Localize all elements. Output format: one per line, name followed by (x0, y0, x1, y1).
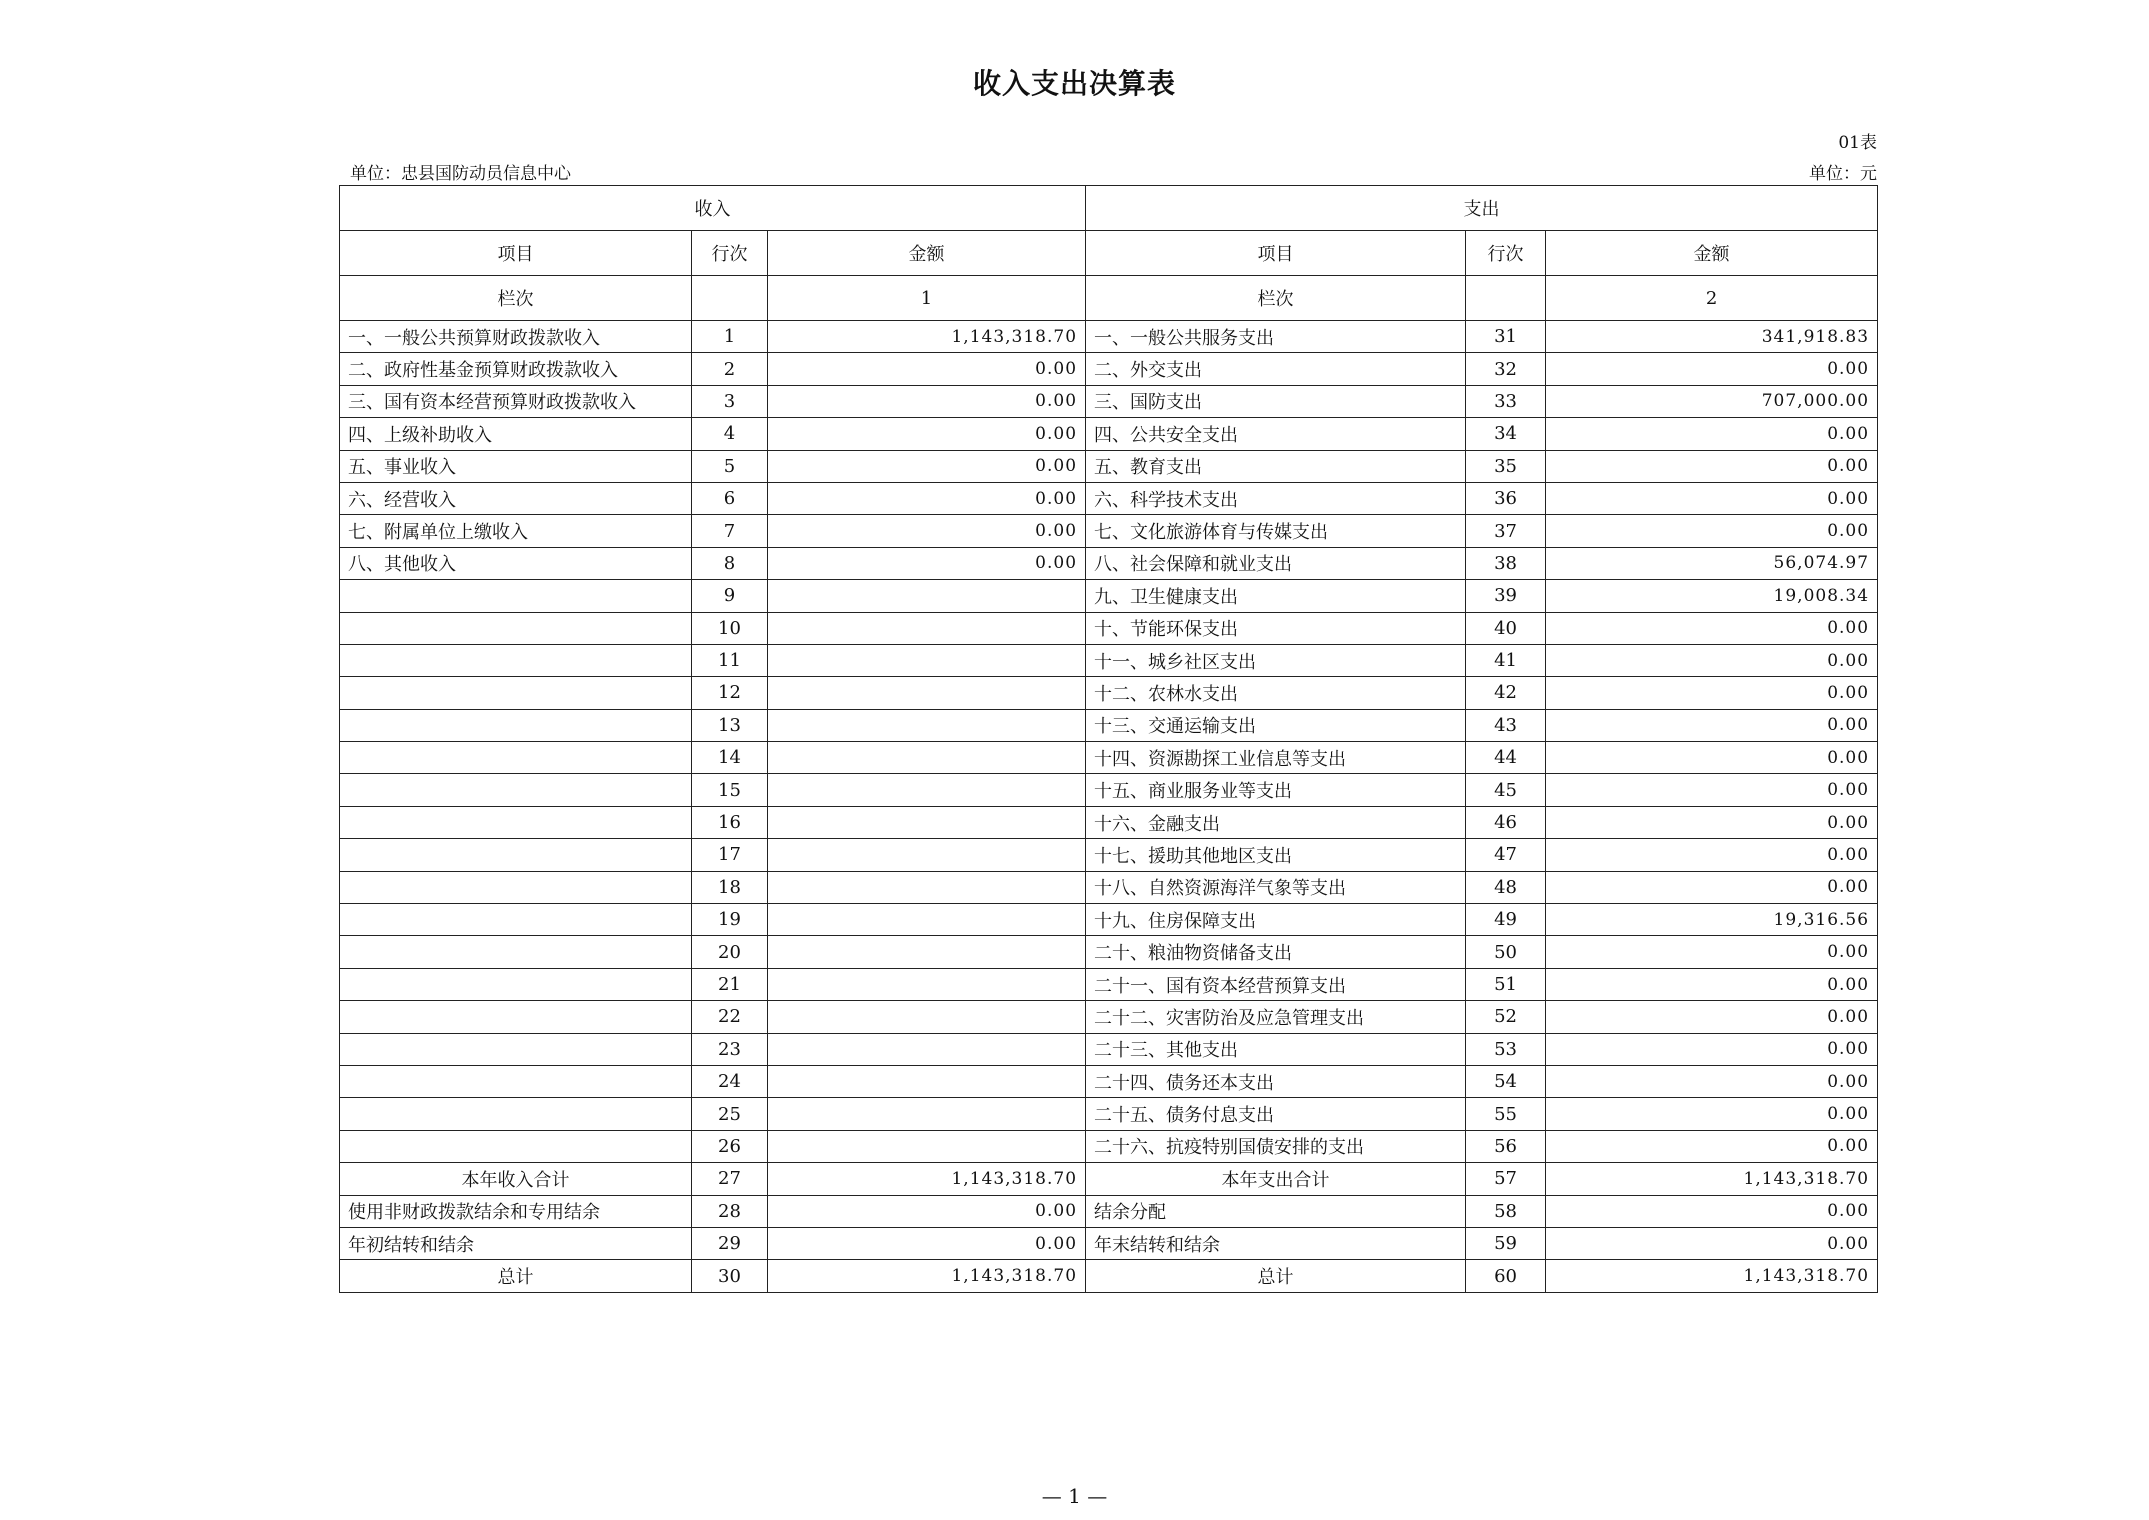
expense-item-cell: 二十、粮油物资储备支出 (1086, 936, 1466, 968)
expense-amount-cell: 0.00 (1546, 612, 1878, 644)
income-line-cell: 26 (692, 1130, 768, 1162)
income-line-cell: 14 (692, 742, 768, 774)
income-line-cell: 23 (692, 1033, 768, 1065)
reporting-unit: 单位：忠县国防动员信息中心 (350, 164, 571, 184)
income-amount-cell: 0.00 (768, 1227, 1086, 1259)
expense-amount-cell: 0.00 (1546, 482, 1878, 514)
income-item-cell (340, 1098, 692, 1130)
income-amount-cell (768, 871, 1086, 903)
expense-amount-cell: 0.00 (1546, 450, 1878, 482)
expense-line-cell: 46 (1466, 806, 1546, 838)
expense-amount-header: 金额 (1546, 231, 1878, 276)
income-item-cell (340, 742, 692, 774)
income-line-cell: 9 (692, 580, 768, 612)
table-row (340, 1260, 1878, 1292)
income-line-cell: 11 (692, 644, 768, 676)
income-item-cell: 四、上级补助收入 (340, 418, 692, 450)
income-amount-cell: 0.00 (768, 515, 1086, 547)
expense-line-cell: 39 (1466, 580, 1546, 612)
expense-amount-cell: 0.00 (1546, 418, 1878, 450)
income-item-cell (340, 968, 692, 1000)
table-row (340, 321, 1878, 353)
income-line-cell: 28 (692, 1195, 768, 1227)
table-row (340, 1065, 1878, 1097)
expense-line-cell: 55 (1466, 1098, 1546, 1130)
expense-amount-cell: 0.00 (1546, 1195, 1878, 1227)
table-row (340, 871, 1878, 903)
expense-line-cell: 53 (1466, 1033, 1546, 1065)
income-line-cell: 2 (692, 353, 768, 385)
expense-amount-cell: 0.00 (1546, 1033, 1878, 1065)
expense-amount-cell: 341,918.83 (1546, 321, 1878, 353)
table-row (340, 644, 1878, 676)
income-line-cell: 18 (692, 871, 768, 903)
table-row (340, 904, 1878, 936)
income-item-header: 项目 (340, 231, 692, 276)
expense-line-cell: 42 (1466, 677, 1546, 709)
expense-line-cell: 40 (1466, 612, 1546, 644)
expense-item-cell: 四、公共安全支出 (1086, 418, 1466, 450)
table-row (340, 353, 1878, 385)
income-amount-header: 金额 (768, 231, 1086, 276)
expense-amount-cell: 0.00 (1546, 1130, 1878, 1162)
income-item-cell (340, 580, 692, 612)
income-item-cell: 使用非财政拨款结余和专用结余 (340, 1195, 692, 1227)
expense-line-cell: 54 (1466, 1065, 1546, 1097)
expense-line-header: 行次 (1466, 231, 1546, 276)
table-row (340, 482, 1878, 514)
expense-item-cell: 十六、金融支出 (1086, 806, 1466, 838)
income-amount-cell: 1,143,318.70 (768, 1260, 1086, 1292)
expense-amount-cell: 0.00 (1546, 644, 1878, 676)
income-item-cell (340, 1001, 692, 1033)
expense-amount-cell: 707,000.00 (1546, 385, 1878, 417)
expense-item-cell: 二十四、债务还本支出 (1086, 1065, 1466, 1097)
expense-item-cell: 二、外交支出 (1086, 353, 1466, 385)
expense-line-cell: 52 (1466, 1001, 1546, 1033)
income-amount-cell: 1,143,318.70 (768, 1163, 1086, 1195)
expense-line-cell: 31 (1466, 321, 1546, 353)
income-line-header: 行次 (692, 231, 768, 276)
expense-line-cell: 57 (1466, 1163, 1546, 1195)
expense-item-cell: 十九、住房保障支出 (1086, 904, 1466, 936)
expense-item-cell: 十七、援助其他地区支出 (1086, 839, 1466, 871)
expense-item-cell: 六、科学技术支出 (1086, 482, 1466, 514)
expense-amount-cell: 0.00 (1546, 1098, 1878, 1130)
income-item-cell: 八、其他收入 (340, 547, 692, 579)
income-amount-cell (768, 644, 1086, 676)
income-item-cell (340, 1065, 692, 1097)
expense-amount-cell: 0.00 (1546, 1227, 1878, 1259)
income-line-cell: 20 (692, 936, 768, 968)
table-row (340, 547, 1878, 579)
income-line-cell: 13 (692, 709, 768, 741)
income-item-cell (340, 677, 692, 709)
expense-column-number: 2 (1546, 276, 1878, 321)
expense-item-cell: 二十二、灾害防治及应急管理支出 (1086, 1001, 1466, 1033)
table-row (340, 1033, 1878, 1065)
income-item-cell (340, 936, 692, 968)
table-row (340, 806, 1878, 838)
table-row (340, 515, 1878, 547)
expense-amount-cell: 0.00 (1546, 353, 1878, 385)
table-row (340, 450, 1878, 482)
income-amount-cell: 0.00 (768, 418, 1086, 450)
expense-item-cell: 十四、资源勘探工业信息等支出 (1086, 742, 1466, 774)
income-line-cell: 3 (692, 385, 768, 417)
income-amount-cell (768, 968, 1086, 1000)
income-item-cell (340, 839, 692, 871)
income-amount-cell (768, 904, 1086, 936)
table-row (340, 580, 1878, 612)
income-item-cell (340, 644, 692, 676)
expense-amount-cell: 19,316.56 (1546, 904, 1878, 936)
expense-amount-cell: 0.00 (1546, 677, 1878, 709)
expense-item-cell: 二十六、抗疫特别国债安排的支出 (1086, 1130, 1466, 1162)
income-column-label: 栏次 (340, 276, 692, 321)
income-section-header: 收入 (340, 186, 1086, 231)
expense-line-cell: 45 (1466, 774, 1546, 806)
income-amount-cell (768, 612, 1086, 644)
income-item-cell (340, 904, 692, 936)
expense-amount-cell: 0.00 (1546, 742, 1878, 774)
income-line-cell: 29 (692, 1227, 768, 1259)
income-amount-cell (768, 1098, 1086, 1130)
income-amount-cell (768, 742, 1086, 774)
expense-item-cell: 十一、城乡社区支出 (1086, 644, 1466, 676)
expense-line-cell: 58 (1466, 1195, 1546, 1227)
table-row (340, 1163, 1878, 1195)
income-amount-cell: 0.00 (768, 385, 1086, 417)
income-amount-cell: 0.00 (768, 450, 1086, 482)
expense-amount-cell: 0.00 (1546, 806, 1878, 838)
income-item-cell (340, 1130, 692, 1162)
expense-item-cell: 二十三、其他支出 (1086, 1033, 1466, 1065)
income-item-cell: 三、国有资本经营预算财政拨款收入 (340, 385, 692, 417)
table-row (340, 385, 1878, 417)
table-row (340, 709, 1878, 741)
income-line-cell: 16 (692, 806, 768, 838)
expense-amount-cell: 0.00 (1546, 709, 1878, 741)
expense-line-cell: 59 (1466, 1227, 1546, 1259)
table-row (340, 677, 1878, 709)
table-row (340, 418, 1878, 450)
income-amount-cell: 0.00 (768, 1195, 1086, 1227)
expense-amount-cell: 0.00 (1546, 774, 1878, 806)
expense-line-cell: 33 (1466, 385, 1546, 417)
income-line-cell: 5 (692, 450, 768, 482)
expense-item-cell: 总计 (1086, 1260, 1466, 1292)
income-line-cell: 10 (692, 612, 768, 644)
expense-item-cell: 十、节能环保支出 (1086, 612, 1466, 644)
expense-amount-cell: 19,008.34 (1546, 580, 1878, 612)
expense-line-cell: 38 (1466, 547, 1546, 579)
table-row (340, 936, 1878, 968)
table-row (340, 1098, 1878, 1130)
income-item-cell: 本年收入合计 (340, 1163, 692, 1195)
expense-amount-cell: 56,074.97 (1546, 547, 1878, 579)
income-amount-cell (768, 677, 1086, 709)
income-expense-table (339, 185, 1878, 1293)
income-amount-cell: 1,143,318.70 (768, 321, 1086, 353)
income-line-cell: 22 (692, 1001, 768, 1033)
income-amount-cell (768, 1001, 1086, 1033)
column-header-row (340, 231, 1878, 276)
expense-line-cell: 48 (1466, 871, 1546, 903)
expense-amount-cell: 0.00 (1546, 871, 1878, 903)
expense-amount-cell: 1,143,318.70 (1546, 1163, 1878, 1195)
page-number: — 1 — (1041, 1484, 1108, 1508)
expense-line-cell: 51 (1466, 968, 1546, 1000)
expense-line-cell: 43 (1466, 709, 1546, 741)
expense-item-header: 项目 (1086, 231, 1466, 276)
expense-line-cell: 56 (1466, 1130, 1546, 1162)
table-row (340, 1001, 1878, 1033)
income-item-cell (340, 1033, 692, 1065)
expense-amount-cell: 0.00 (1546, 936, 1878, 968)
income-column-blank (692, 276, 768, 321)
form-number: 01表 (1838, 133, 1877, 153)
income-item-cell: 五、事业收入 (340, 450, 692, 482)
table-row (340, 1130, 1878, 1162)
expense-item-cell: 三、国防支出 (1086, 385, 1466, 417)
income-amount-cell (768, 709, 1086, 741)
table-row (340, 968, 1878, 1000)
expense-item-cell: 一、一般公共服务支出 (1086, 321, 1466, 353)
expense-amount-cell: 0.00 (1546, 1001, 1878, 1033)
income-item-cell (340, 806, 692, 838)
expense-item-cell: 九、卫生健康支出 (1086, 580, 1466, 612)
expense-line-cell: 49 (1466, 904, 1546, 936)
expense-line-cell: 35 (1466, 450, 1546, 482)
expense-item-cell: 十八、自然资源海洋气象等支出 (1086, 871, 1466, 903)
income-item-cell: 六、经营收入 (340, 482, 692, 514)
income-line-cell: 19 (692, 904, 768, 936)
expense-line-cell: 37 (1466, 515, 1546, 547)
expense-item-cell: 二十一、国有资本经营预算支出 (1086, 968, 1466, 1000)
expense-item-cell: 十五、商业服务业等支出 (1086, 774, 1466, 806)
income-column-number: 1 (768, 276, 1086, 321)
income-amount-cell (768, 936, 1086, 968)
currency-unit: 单位：元 (1809, 164, 1877, 184)
table-row (340, 774, 1878, 806)
income-item-cell: 二、政府性基金预算财政拨款收入 (340, 353, 692, 385)
expense-line-cell: 41 (1466, 644, 1546, 676)
income-line-cell: 7 (692, 515, 768, 547)
income-line-cell: 30 (692, 1260, 768, 1292)
expense-section-header: 支出 (1086, 186, 1878, 231)
income-line-cell: 15 (692, 774, 768, 806)
income-amount-cell: 0.00 (768, 353, 1086, 385)
income-item-cell (340, 709, 692, 741)
table-row (340, 742, 1878, 774)
income-line-cell: 6 (692, 482, 768, 514)
expense-item-cell: 本年支出合计 (1086, 1163, 1466, 1195)
table-row (340, 612, 1878, 644)
income-amount-cell (768, 839, 1086, 871)
income-amount-cell (768, 774, 1086, 806)
income-amount-cell (768, 1065, 1086, 1097)
income-line-cell: 1 (692, 321, 768, 353)
income-item-cell: 年初结转和结余 (340, 1227, 692, 1259)
income-item-cell (340, 612, 692, 644)
expense-line-cell: 47 (1466, 839, 1546, 871)
expense-item-cell: 十三、交通运输支出 (1086, 709, 1466, 741)
expense-line-cell: 60 (1466, 1260, 1546, 1292)
table-row (340, 839, 1878, 871)
expense-column-label: 栏次 (1086, 276, 1466, 321)
expense-amount-cell: 0.00 (1546, 1065, 1878, 1097)
income-line-cell: 24 (692, 1065, 768, 1097)
expense-amount-cell: 0.00 (1546, 968, 1878, 1000)
income-amount-cell (768, 806, 1086, 838)
income-item-cell (340, 871, 692, 903)
expense-amount-cell: 0.00 (1546, 839, 1878, 871)
income-line-cell: 27 (692, 1163, 768, 1195)
table-row (340, 1227, 1878, 1259)
expense-line-cell: 32 (1466, 353, 1546, 385)
column-number-row (340, 276, 1878, 321)
expense-item-cell: 八、社会保障和就业支出 (1086, 547, 1466, 579)
expense-column-blank (1466, 276, 1546, 321)
expense-line-cell: 50 (1466, 936, 1546, 968)
expense-amount-cell: 1,143,318.70 (1546, 1260, 1878, 1292)
income-item-cell: 总计 (340, 1260, 692, 1292)
income-amount-cell: 0.00 (768, 482, 1086, 514)
income-amount-cell: 0.00 (768, 547, 1086, 579)
expense-line-cell: 36 (1466, 482, 1546, 514)
expense-item-cell: 十二、农林水支出 (1086, 677, 1466, 709)
income-item-cell (340, 774, 692, 806)
income-line-cell: 4 (692, 418, 768, 450)
income-amount-cell (768, 580, 1086, 612)
income-amount-cell (768, 1130, 1086, 1162)
table-row (340, 1195, 1878, 1227)
income-line-cell: 12 (692, 677, 768, 709)
income-line-cell: 25 (692, 1098, 768, 1130)
income-line-cell: 21 (692, 968, 768, 1000)
income-line-cell: 8 (692, 547, 768, 579)
expense-line-cell: 44 (1466, 742, 1546, 774)
expense-amount-cell: 0.00 (1546, 515, 1878, 547)
income-item-cell: 一、一般公共预算财政拨款收入 (340, 321, 692, 353)
expense-item-cell: 结余分配 (1086, 1195, 1466, 1227)
income-item-cell: 七、附属单位上缴收入 (340, 515, 692, 547)
expense-line-cell: 34 (1466, 418, 1546, 450)
section-header-row (340, 186, 1878, 231)
document-title: 收入支出决算表 (972, 67, 1176, 100)
income-amount-cell (768, 1033, 1086, 1065)
expense-item-cell: 二十五、债务付息支出 (1086, 1098, 1466, 1130)
expense-item-cell: 五、教育支出 (1086, 450, 1466, 482)
expense-item-cell: 七、文化旅游体育与传媒支出 (1086, 515, 1466, 547)
expense-item-cell: 年末结转和结余 (1086, 1227, 1466, 1259)
income-line-cell: 17 (692, 839, 768, 871)
